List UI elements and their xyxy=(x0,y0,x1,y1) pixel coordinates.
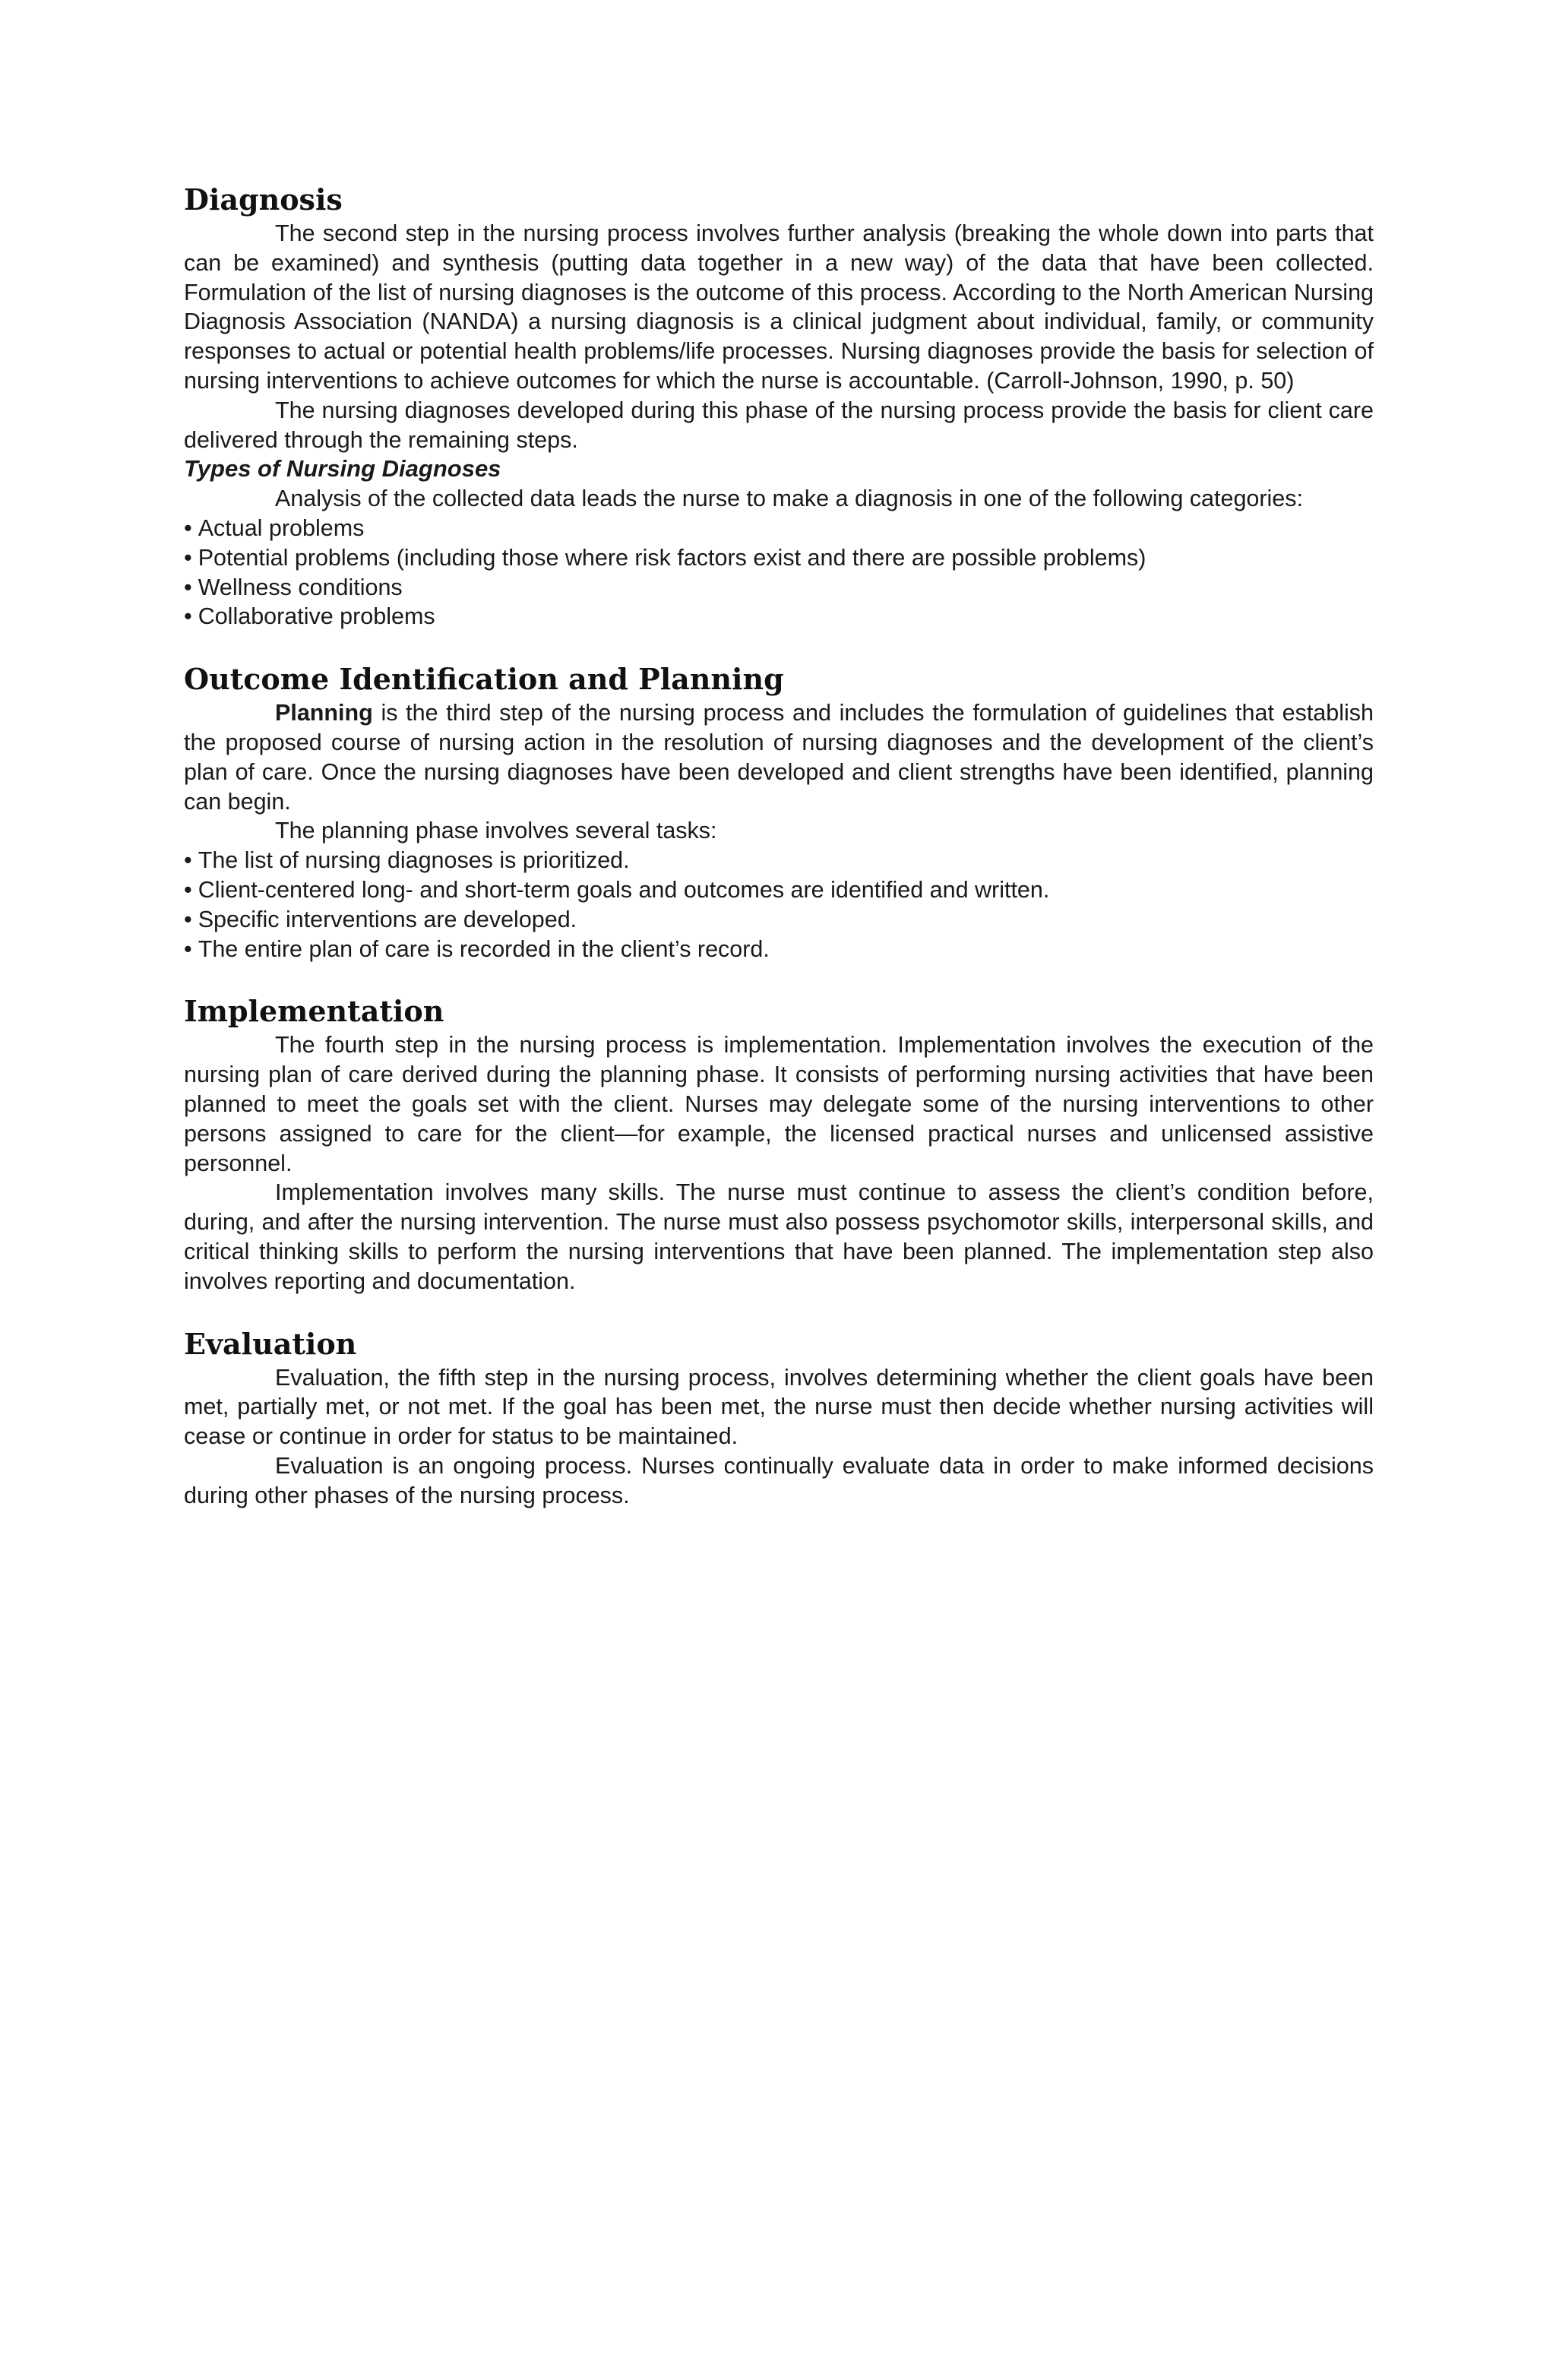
bullet-icon: • xyxy=(184,876,192,903)
section-evaluation xyxy=(184,1327,1374,1511)
list-item xyxy=(184,935,1374,964)
section-planning xyxy=(184,662,1374,964)
bold-term-planning: Planning xyxy=(275,700,373,726)
list-item-text: The list of nursing diagnoses is prioritized. xyxy=(198,847,630,874)
paragraph: The planning phase involves several tasks: xyxy=(275,818,717,844)
bullet-icon: • xyxy=(184,514,192,541)
list-item xyxy=(184,573,1374,603)
list-item xyxy=(184,846,1374,875)
list-item-text: Potential problems (including those where risk factors exist and there are possible problems) xyxy=(198,544,1146,571)
paragraph: The fourth step in the nursing process is implementation. Implementation involves the execution of the nursing plan of care derived during the planning phase. It consists of performing nursing activities that have been planned to meet the goals set with the client. Nurses may delegate some of the nursing interventions to other persons assigned to care for the client—for example, the licensed practical nurses and unlicensed assistive personnel. xyxy=(184,1032,1374,1176)
paragraph: Evaluation is an ongoing process. Nurses continually evaluate data in order to make informed decisions during other phases of the nursing process. xyxy=(184,1452,1374,1508)
list-item-text: Collaborative problems xyxy=(198,603,435,630)
bullet-icon: • xyxy=(184,906,192,932)
section-heading-diagnosis: Diagnosis xyxy=(184,182,343,217)
section-diagnosis xyxy=(184,182,1374,631)
bullet-icon: • xyxy=(184,544,192,571)
paragraph-text: is the third step of the nursing process and includes the formulation of guidelines that establish the proposed course of nursing action in the resolution of nursing diagnoses and the development of the client’s plan of care. Once the nursing diagnoses have been developed and client strengths have been identified, planning can begin. xyxy=(184,700,1374,815)
list-item-text: The entire plan of care is recorded in the client’s record. xyxy=(198,935,770,962)
bullet-icon: • xyxy=(184,847,192,874)
list-item-text: Client-centered long- and short-term goals and outcomes are identified and written. xyxy=(198,876,1050,903)
section-implementation xyxy=(184,994,1374,1296)
list-item xyxy=(184,905,1374,935)
list-item-text: Actual problems xyxy=(198,514,365,541)
section-heading-implementation: Implementation xyxy=(184,994,444,1029)
list-item-text: Specific interventions are developed. xyxy=(198,906,577,932)
bullet-list-planning-tasks xyxy=(184,846,1374,964)
bullet-icon: • xyxy=(184,574,192,600)
bullet-list-diagnosis-types xyxy=(184,514,1374,631)
paragraph: Implementation involves many skills. The nurse must continue to assess the client’s condition before, during, and after the nursing intervention. The nurse must also possess psychomotor skills, interpersonal skills, and critical thinking skills to perform the nursing interventions that have been planned. The implementation step also involves reporting and documentation. xyxy=(184,1179,1374,1294)
section-heading-evaluation: Evaluation xyxy=(184,1326,357,1361)
document-page xyxy=(184,182,1374,1510)
paragraph: Evaluation, the fifth step in the nursing process, involves determining whether the client goals have been met, partially met, or not met. If the goal has been met, the nurse must then decide whether nursing activities will cease or continue in order for status to be maintained. xyxy=(184,1364,1374,1450)
list-item xyxy=(184,514,1374,543)
paragraph: The second step in the nursing process involves further analysis (breaking the whole down into parts that can be examined) and synthesis (putting data together in a new way) of the data that have been collected. Formulation of the list of nursing diagnoses is the outcome of this process. According to the North American Nursing Diagnosis Association (NANDA) a nursing diagnosis is a clinical judgment about individual, family, or community responses to actual or potential health problems/life processes. Nursing diagnoses provide the basis for selection of nursing interventions to achieve outcomes for which the nurse is accountable. (Carroll-Johnson, 1990, p. 50) xyxy=(184,220,1374,394)
list-item xyxy=(184,602,1374,631)
bullet-icon: • xyxy=(184,603,192,630)
paragraph xyxy=(184,698,1374,816)
list-item xyxy=(184,875,1374,905)
list-item xyxy=(184,543,1374,573)
paragraph: The nursing diagnoses developed during this phase of the nursing process provide the basis for client care delivered through the remaining steps. xyxy=(184,397,1374,453)
section-heading-planning: Outcome Identification and Planning xyxy=(184,662,784,697)
paragraph: Analysis of the collected data leads the nurse to make a diagnosis in one of the following categories: xyxy=(275,486,1303,512)
list-item-text: Wellness conditions xyxy=(198,574,403,600)
subheading-types-of-nursing-diagnoses: Types of Nursing Diagnoses xyxy=(184,455,501,483)
bullet-icon: • xyxy=(184,935,192,962)
